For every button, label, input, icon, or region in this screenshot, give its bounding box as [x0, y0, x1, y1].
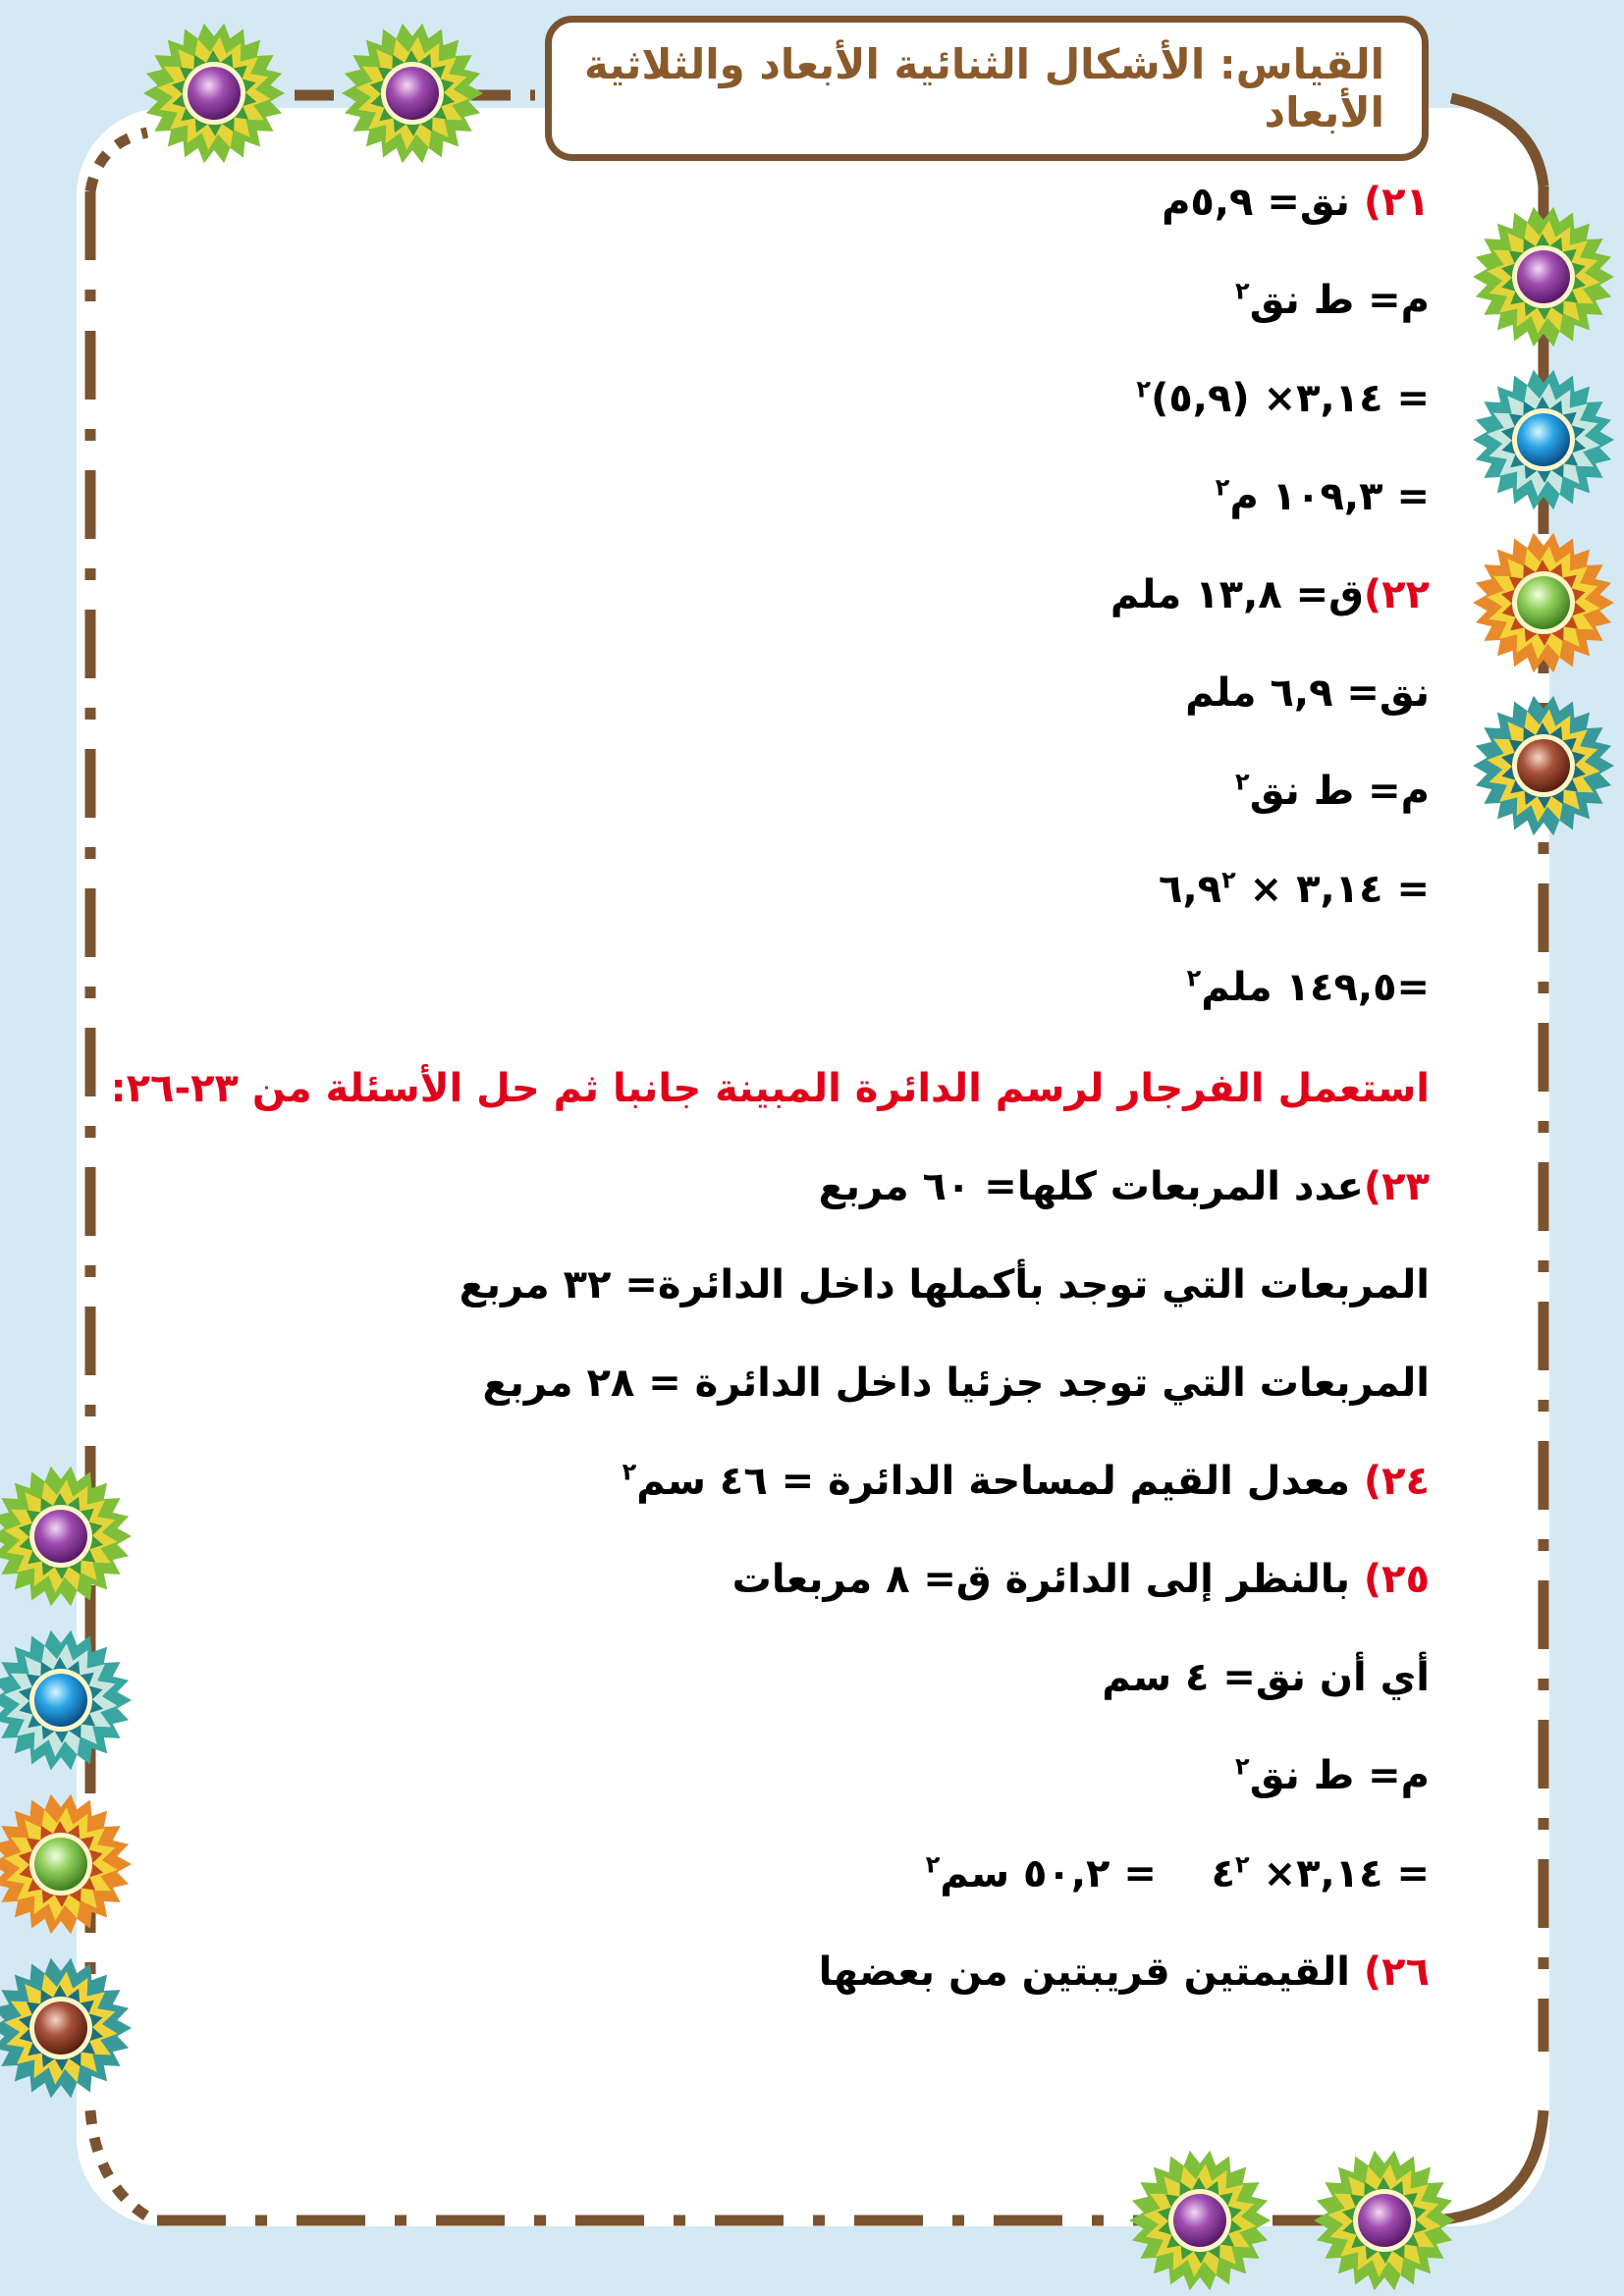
solution-line — [1235, 271, 1430, 330]
solution-text: نق= ٥,٩م — [1162, 180, 1364, 225]
superscript: ٢ — [1235, 1850, 1250, 1879]
question-number: ٢١) — [1363, 180, 1430, 225]
superscript: ٢ — [1235, 768, 1250, 796]
solution-text: = ٣,١٤ × ٦,٩ — [1159, 867, 1430, 912]
solution-line — [1187, 958, 1430, 1017]
solution-text: القيمتين قريبتين من بعضها — [818, 1949, 1364, 1995]
question-number: ٢٣) — [1363, 1164, 1430, 1209]
solution-text-continued: = ٥٠,٢ سم — [940, 1851, 1212, 1896]
solution-line — [819, 1157, 1430, 1216]
superscript: ٢ — [1136, 375, 1152, 403]
solution-text: = ٣,١٤× ٤ — [1211, 1851, 1430, 1896]
solution-line — [1159, 860, 1430, 919]
solution-text: بالنظر إلى الدائرة ق= ٨ مربعات — [731, 1557, 1364, 1602]
solution-text: المربعات التي توجد جزئيا داخل الدائرة = ٢٨ مربع — [482, 1361, 1430, 1406]
solution-line — [1235, 1746, 1430, 1805]
solution-text: م= ط نق — [1249, 278, 1430, 323]
solution-line — [1136, 369, 1430, 428]
solution-line — [1102, 1648, 1430, 1707]
solution-line — [732, 1550, 1430, 1609]
superscript: ٢ — [1221, 866, 1236, 894]
question-number: ٢٦) — [1363, 1949, 1430, 1995]
solution-line — [819, 1943, 1430, 2002]
solution-line — [483, 1354, 1430, 1413]
solution-line — [1185, 664, 1430, 722]
solution-text: =١٤٩,٥ ملم — [1201, 965, 1430, 1010]
question-number: ٢٥) — [1363, 1557, 1430, 1602]
superscript: ٢ — [1186, 964, 1202, 992]
superscript: ٢ — [925, 1850, 941, 1879]
solution-text: أي أن نق= ٤ سم — [1102, 1655, 1430, 1700]
solution-text: عدد المربعات كلها= ٦٠ مربع — [818, 1164, 1364, 1209]
solution-text: م= ط نق — [1249, 1753, 1430, 1798]
solution-line — [623, 1452, 1430, 1511]
solution-line — [926, 1844, 1430, 1903]
solution-line — [1162, 173, 1430, 232]
superscript: ٢ — [1235, 1752, 1250, 1781]
solution-text: ق= ١٣,٨ ملم — [1110, 572, 1364, 617]
solution-text: م= ط نق — [1249, 769, 1430, 814]
question-number: ٢٤) — [1363, 1459, 1430, 1504]
solution-text: نق= ٦,٩ ملم — [1185, 670, 1430, 716]
superscript: ٢ — [1215, 473, 1230, 502]
question-number: ٢٢) — [1363, 572, 1430, 617]
solution-line — [1216, 467, 1430, 526]
solution-text: = ٣,١٤× (٥,٩) — [1151, 376, 1430, 421]
page-title: القياس: الأشكال الثنائية الأبعاد والثلاثية الأبعاد — [584, 40, 1384, 136]
solution-line — [1110, 565, 1430, 624]
solution-line — [460, 1255, 1430, 1314]
solution-text: المربعات التي توجد بأكملها داخل الدائرة= ٣٢ مربع — [459, 1262, 1430, 1308]
solution-line — [111, 1059, 1430, 1118]
superscript: ٢ — [1235, 277, 1250, 305]
superscript: ٢ — [622, 1458, 637, 1486]
solution-text: = ١٠٩,٣ م — [1229, 474, 1430, 519]
solution-text: معدل القيم لمساحة الدائرة = ٤٦ سم — [636, 1459, 1364, 1504]
page-title-box — [545, 16, 1429, 161]
instruction-text: استعمل الفرجار لرسم الدائرة المبينة جانبا ثم حل الأسئلة من ٢٣-٢٦: — [110, 1066, 1430, 1111]
solution-line — [1235, 762, 1430, 821]
